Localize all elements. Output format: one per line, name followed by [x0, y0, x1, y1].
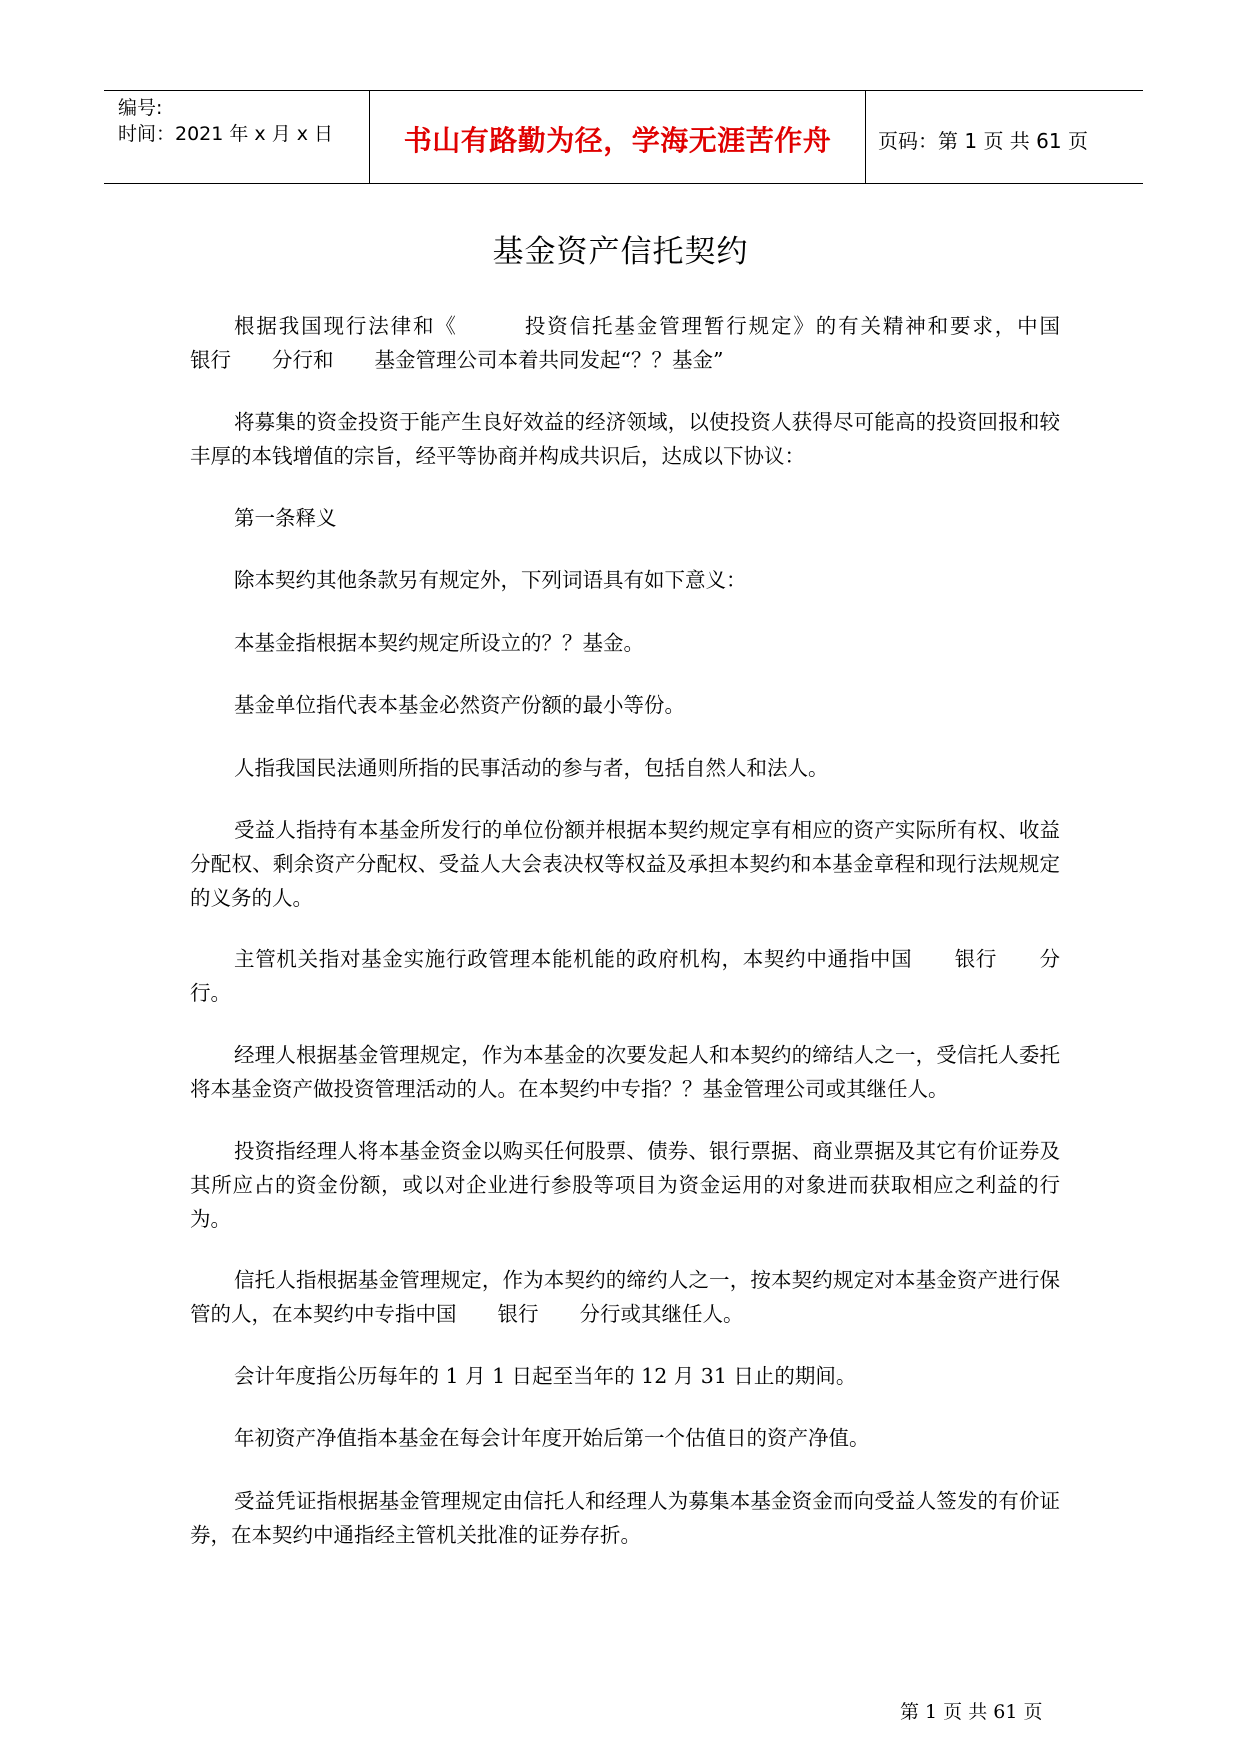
document-title: 基金资产信托契约: [492, 234, 749, 270]
header-page-cell: [866, 91, 1143, 183]
page-code: 页码：第 1 页 共 61 页: [878, 129, 1088, 153]
paragraph-definitions-intro: 除本契约其他条款另有规定外，下列词语具有如下意义：: [234, 568, 747, 592]
paragraph-definition: 受益人指持有本基金所发行的单位份额并根据本契约规定享有相应的资产实际所有权、收益分配权、剩余资产分配权、受益人大会表决权等权益及承担本契约和本基金章程和现行法规规定的义务的人。: [190, 818, 1060, 910]
paragraph-definition: 投资指经理人将本基金资金以购买任何股票、债券、银行票据、商业票据及其它有价证券及其所应占的资金份额，或以对企业进行参股等项目为资金运用的对象进而获取相应之利益的行为。: [190, 1139, 1060, 1231]
paragraph-definition: 年初资产净值指本基金在每会计年度开始后第一个估值日的资产净值。: [234, 1426, 870, 1450]
paragraph-intro: 根据我国现行法律和《 投资信托基金管理暂行规定》的有关精神和要求，中国 银行 分行和 基金管理公司本着共同发起“？？基金”: [190, 314, 1122, 372]
time-label: 时间：2021 年 x 月 x 日: [118, 123, 334, 145]
paragraph-definition: 信托人指根据基金管理规定，作为本契约的缔约人之一，按本契约规定对本基金资产进行保管的人，在本契约中专指中国 银行 分行或其继任人。: [190, 1268, 1060, 1326]
motto-text: 书山有路勤为径，学海无涯苦作舟: [403, 124, 832, 157]
header-table: [104, 90, 1143, 184]
paragraph-definition: 本基金指根据本契约规定所设立的？？基金。: [234, 631, 644, 655]
serial-number-label: 编号:: [118, 97, 163, 119]
header-info-cell: [104, 91, 369, 183]
paragraph-definition: 受益凭证指根据基金管理规定由信托人和经理人为募集本基金资金而向受益人签发的有价证券，在本契约中通指经主管机关批准的证券存折。: [190, 1489, 1060, 1547]
paragraph-purpose: 将募集的资金投资于能产生良好效益的经济领域，以使投资人获得尽可能高的投资回报和较丰厚的本钱增值的宗旨，经平等协商并构成共识后，达成以下协议：: [190, 410, 1060, 468]
page-footer: 第 1 页 共 61 页: [900, 1701, 1043, 1723]
paragraph-definition: 经理人根据基金管理规定，作为本基金的次要发起人和本契约的缔结人之一，受信托人委托将本基金资产做投资管理活动的人。在本契约中专指？？基金管理公司或其继任人。: [190, 1043, 1060, 1101]
paragraph-definition: 基金单位指代表本基金必然资产份额的最小等份。: [234, 693, 685, 717]
paragraph-definition: 主管机关指对基金实施行政管理本能机能的政府机构，本契约中通指中国 银行 分行。: [190, 947, 1060, 1005]
article-heading: 第一条释义: [234, 506, 337, 530]
paragraph-definition: 人指我国民法通则所指的民事活动的参与者，包括自然人和法人。: [234, 756, 829, 780]
paragraph-definition: 会计年度指公历每年的 1 月 1 日起至当年的 12 月 31 日止的期间。: [234, 1364, 857, 1388]
header-motto-cell: [369, 91, 866, 183]
